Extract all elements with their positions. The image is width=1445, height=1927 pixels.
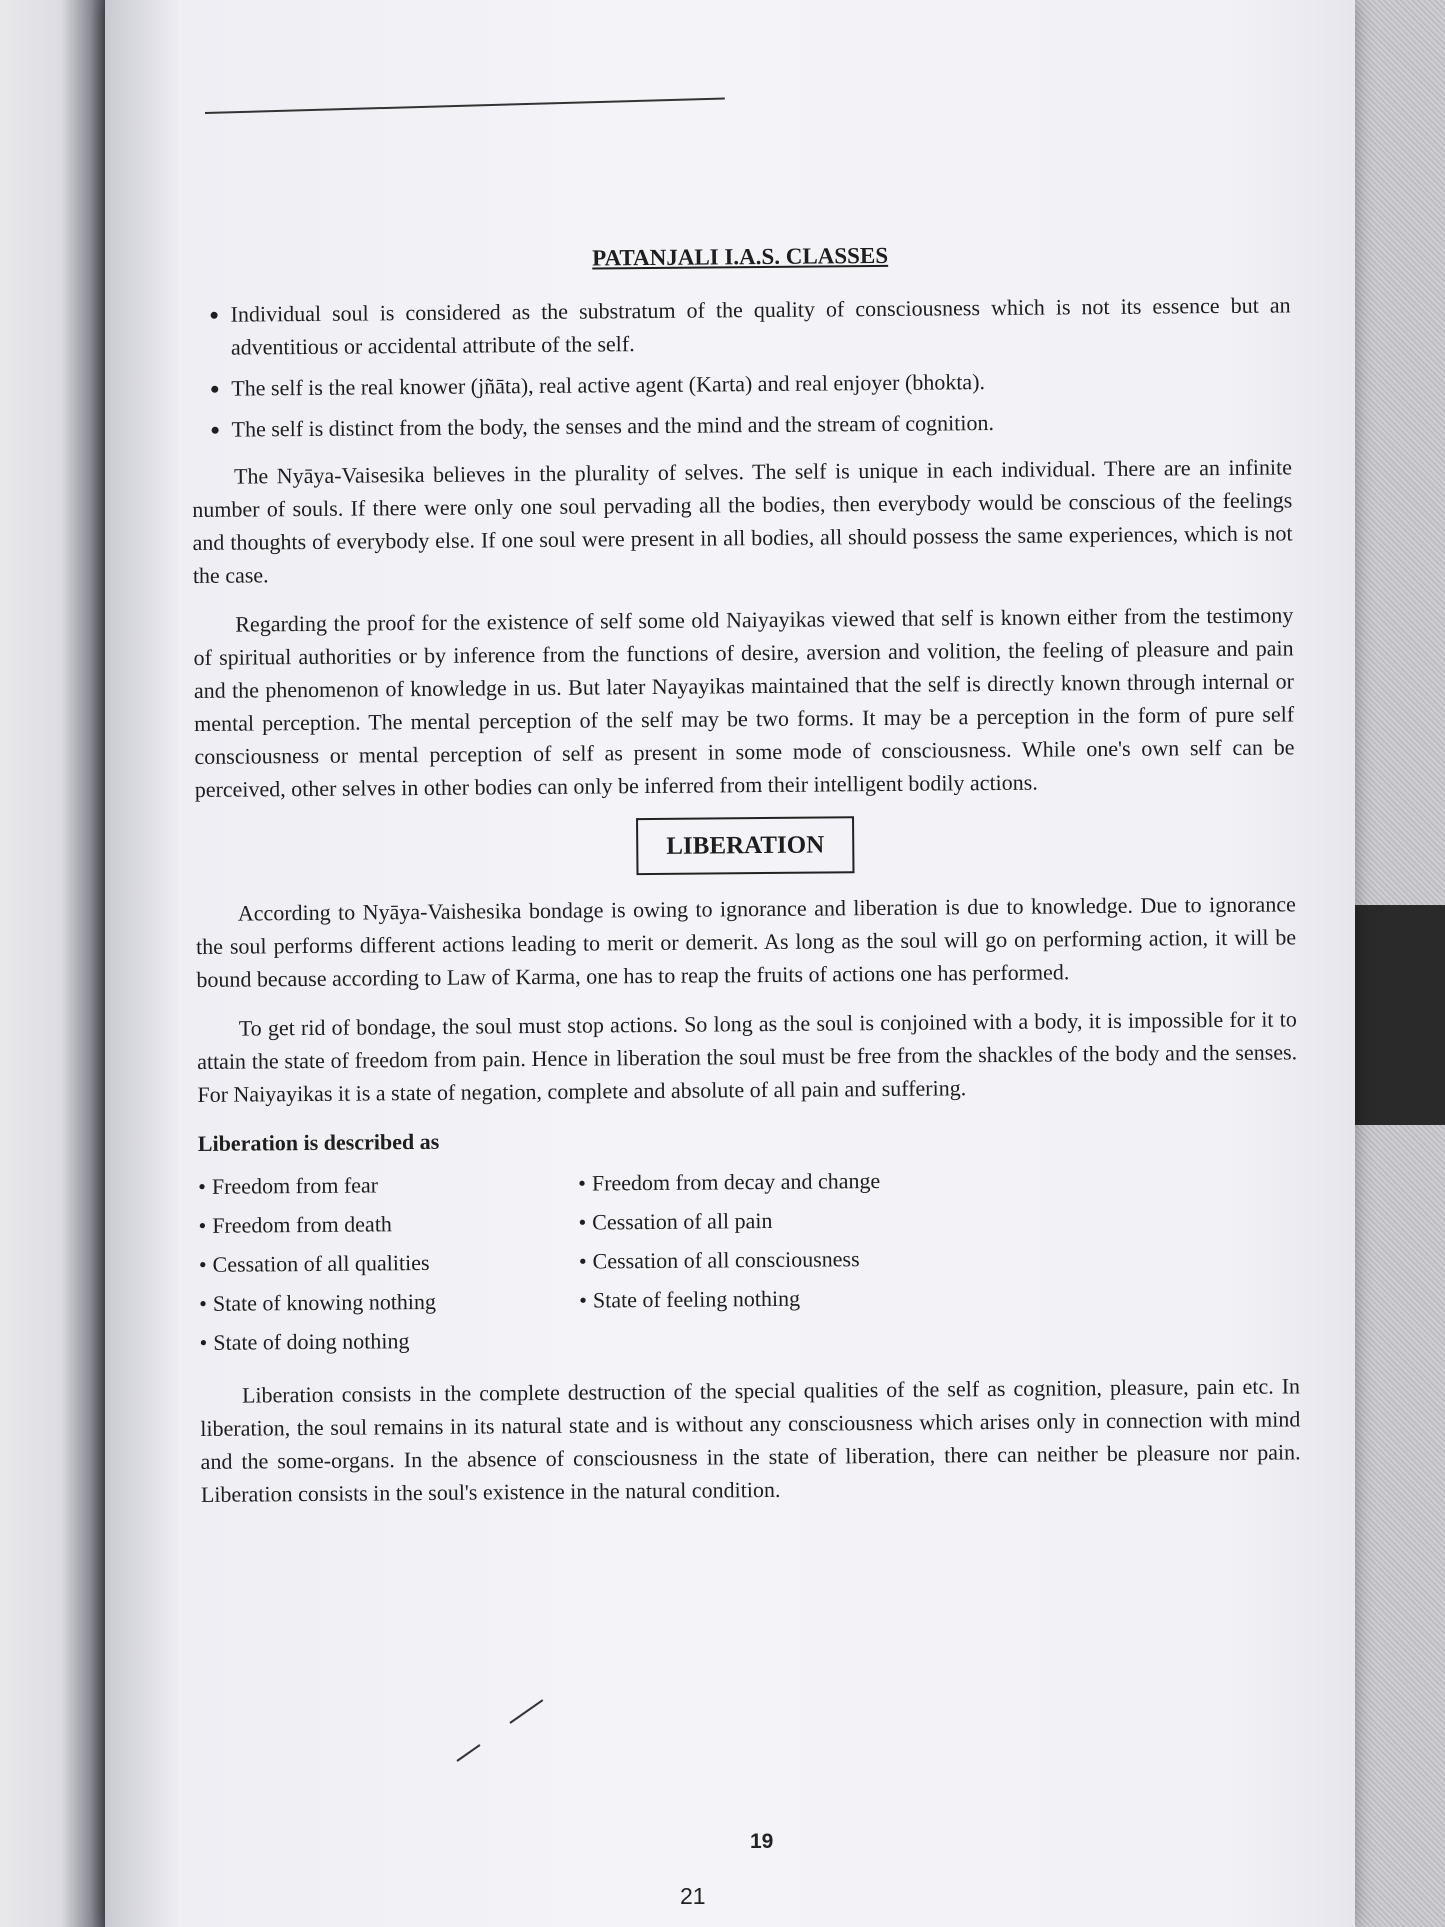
inner-page-number: 19	[750, 1830, 774, 1853]
liberation-list	[198, 1160, 1300, 1365]
list-item: • State of feeling nothing	[579, 1281, 881, 1317]
adjacent-page-dark-block	[1355, 905, 1445, 1125]
paragraph-proof: Regarding the proof for the existence of self some old Naiyayikas viewed that self is known either from the testimony of spiritual authorities or by inference from the functions of desire, aversion and volition, the feeling of pleasure and pain and the phenomenon of knowledge in us. But later Nayayikas maintained that the self is directly known through internal or mental perception. The mental perception of the self may be two forms. It may be a perception in the form of pure self consciousness or mental perception of self as present in some mode of consciousness. While one's own self can be perceived, other selves in other bodies can only be inferred from their intelligent bodily actions.	[193, 602, 1295, 802]
paragraph-conclusion: Liberation consists in the complete destruction of the special qualities of the self as cognition, pleasure, pain etc. In liberation, the soul remains in its natural state and is without any consciousness which arises only in connection with mind and the some-organs. In the absence of consciousness in the state of liberation, there can neither be pleasure nor pain. Liberation consists in the soul's existence in the natural condition.	[200, 1373, 1301, 1507]
paragraph-plurality: The Nyāya-Vaisesika believes in the plurality of selves. The self is unique in each individual. There are an infinite number of souls. If there were only one soul pervading all the bodies, then everybody would be conscious of the feelings and thoughts of everybody else. If one soul were present in all bodies, all should possess the same experiences, which is not the case.	[192, 454, 1293, 588]
list-item: • State of doing nothing	[199, 1323, 579, 1359]
page-content	[190, 235, 1301, 1527]
pen-mark	[456, 1744, 480, 1762]
page-title: PATANJALI I.A.S. CLASSES	[592, 242, 889, 271]
liberation-list-heading: Liberation is described as	[197, 1128, 440, 1156]
left-adjacent-page	[0, 0, 110, 1927]
list-item: • Cessation of all qualities	[199, 1245, 579, 1281]
intro-bullet-list	[190, 288, 1291, 446]
outer-page-number: 21	[680, 1883, 706, 1909]
header-pen-line	[205, 97, 725, 114]
bullet-item: • Individual soul is considered as the substratum of the quality of consciousness which is not its essence but an adventitious or accidental attribute of the self.	[230, 288, 1291, 363]
bullet-item: • The self is the real knower (jñāta), real active agent (Karta) and real enjoyer (bhokta).	[231, 362, 1291, 404]
bullet-item: • The self is distinct from the body, the senses and the mind and the stream of cognition.	[231, 403, 1291, 445]
paragraph-bondage: According to Nyāya-Vaishesika bondage is owing to ignorance and liberation is due to knowledge. Due to ignorance the soul performs different actions leading to merit or demerit. As long as the soul will go on performing action, it will be bound because according to Law of Karma, one has to reap the fruits of actions one has performed.	[196, 891, 1297, 992]
list-item: • State of knowing nothing	[199, 1284, 579, 1320]
right-adjacent-page	[1355, 0, 1445, 1927]
section-heading-wrap	[195, 812, 1295, 879]
pen-mark	[509, 1699, 543, 1724]
liberation-list-right	[578, 1164, 882, 1362]
list-item: • Cessation of all pain	[578, 1203, 880, 1239]
section-heading-liberation: LIBERATION	[636, 816, 854, 875]
list-item: • Freedom from death	[198, 1206, 578, 1242]
list-item: • Freedom from decay and change	[578, 1164, 880, 1200]
list-item: • Freedom from fear	[198, 1167, 578, 1203]
list-item: • Cessation of all consciousness	[579, 1242, 881, 1278]
liberation-list-left	[198, 1167, 580, 1365]
paragraph-rid-of-bondage: To get rid of bondage, the soul must stop actions. So long as the soul is conjoined with a body, it is impossible for it to attain the state of freedom from pain. Hence in liberation the soul must be free from the shackles of the body and the senses. For Naiyayikas it is a state of negation, complete and absolute of all pain and suffering.	[197, 1006, 1298, 1107]
document-page	[105, 0, 1355, 1927]
